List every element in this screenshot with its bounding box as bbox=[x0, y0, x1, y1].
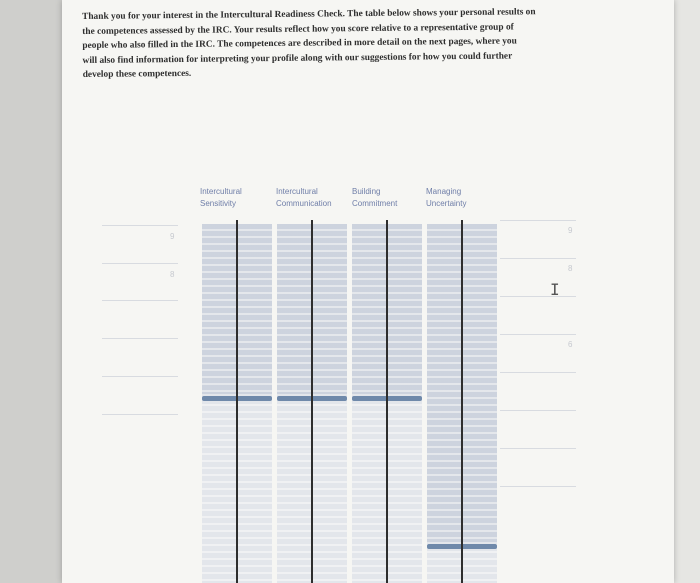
header-building-commitment bbox=[352, 186, 397, 210]
scale-gridline bbox=[500, 258, 576, 259]
header-intercultural-sensitivity bbox=[200, 186, 242, 210]
header-line: Intercultural bbox=[200, 187, 242, 196]
scale-gridline bbox=[500, 334, 576, 335]
header-managing-uncertainty bbox=[426, 186, 466, 210]
header-line: Sensitivity bbox=[200, 199, 237, 208]
header-line: Managing bbox=[426, 187, 462, 196]
scale-gridline bbox=[102, 225, 178, 226]
scale-gridline bbox=[102, 263, 178, 264]
text-cursor-icon: I bbox=[550, 280, 560, 299]
scale-gridline bbox=[500, 448, 576, 449]
scale-label: 8 bbox=[568, 264, 573, 273]
scale-gridline bbox=[500, 372, 576, 373]
score-column bbox=[427, 224, 497, 583]
header-line: Communication bbox=[276, 199, 332, 208]
intro-line: develop these competences. bbox=[82, 69, 192, 81]
intro-line: will also find information for interpreting your profile along with our suggestions for how you could further bbox=[82, 51, 513, 66]
header-line: Commitment bbox=[352, 199, 398, 208]
scale-gridline bbox=[500, 220, 576, 221]
header-line: Intercultural bbox=[276, 187, 318, 196]
scale-gridline bbox=[102, 376, 178, 377]
column-axis-line bbox=[386, 220, 388, 583]
scale-gridline bbox=[102, 414, 178, 415]
header-line: Uncertainty bbox=[426, 199, 467, 208]
scale-label: 6 bbox=[568, 340, 573, 349]
score-column bbox=[277, 224, 347, 583]
scale-label: 8 bbox=[170, 270, 175, 279]
intro-line: people who also filled in the IRC. The competences are described in more detail on the next pages, where you bbox=[82, 36, 517, 52]
scale-gridline bbox=[102, 300, 178, 301]
header-line: Building bbox=[352, 187, 381, 196]
scale-gridline bbox=[500, 410, 576, 411]
scale-gridline bbox=[500, 296, 576, 297]
scale-label: 9 bbox=[170, 232, 175, 241]
scale-gridline bbox=[102, 338, 178, 339]
score-column bbox=[202, 224, 272, 583]
scale-label: 9 bbox=[568, 226, 573, 235]
score-column bbox=[352, 224, 422, 583]
scale-gridline bbox=[500, 486, 576, 487]
document-page bbox=[62, 0, 674, 583]
intro-line: Thank you for your interest in the Intercultural Readiness Check. The table below shows your personal results on bbox=[82, 7, 536, 22]
column-axis-line bbox=[236, 220, 238, 583]
column-axis-line bbox=[311, 220, 313, 583]
intro-line: the competences assessed by the IRC. Your results reflect how you score relative to a representative group of bbox=[82, 22, 514, 37]
intro-paragraph bbox=[82, 5, 603, 83]
header-intercultural-communication bbox=[276, 186, 332, 210]
column-axis-line bbox=[461, 220, 463, 583]
background-strip bbox=[674, 0, 700, 583]
